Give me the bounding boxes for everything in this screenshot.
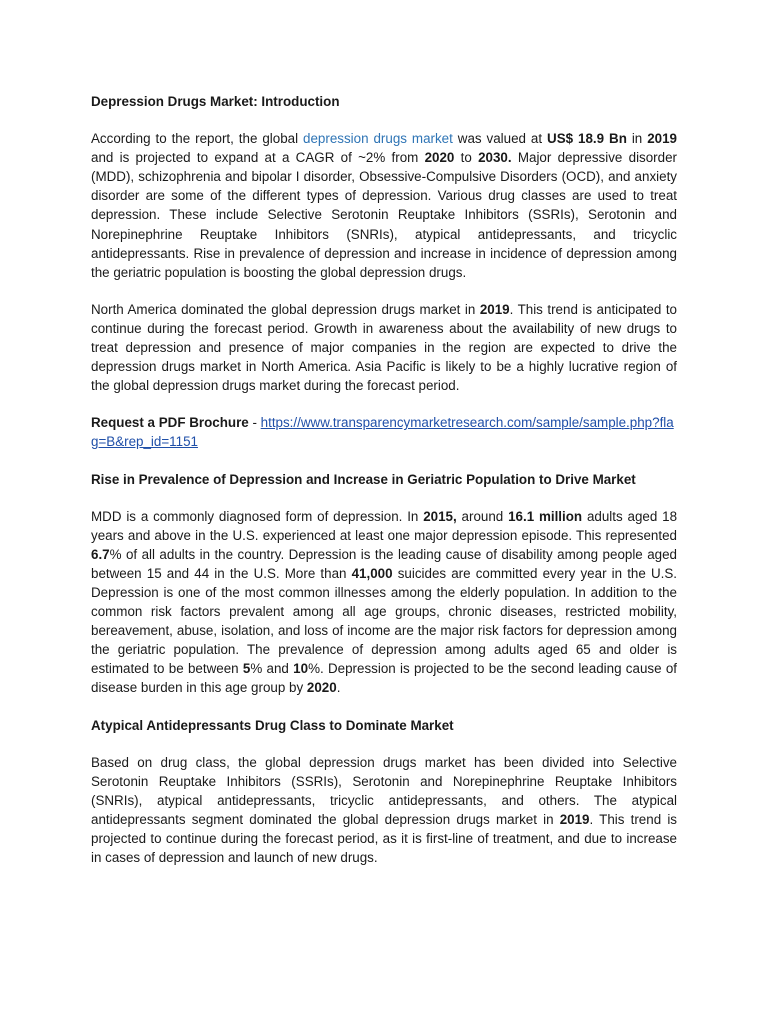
text-run: was valued at xyxy=(452,131,548,147)
bold-year: 2019 xyxy=(479,301,510,317)
text-run: to xyxy=(454,150,479,166)
text-run: around xyxy=(456,508,509,524)
text-run: %. Depression is projected to be the second leading cause of disease burden in this age group by xyxy=(91,661,677,696)
market-value: US$ 18.9 Bn xyxy=(547,131,627,147)
intro-paragraph-1 xyxy=(91,129,677,282)
bold-year: 2019 xyxy=(559,811,590,827)
brochure-label: Request a PDF Brochure xyxy=(91,415,249,431)
base-year: 2019 xyxy=(647,131,677,147)
text-run: in xyxy=(626,131,648,147)
bold-percent: 10 xyxy=(293,661,309,677)
text-run: Major depressive disorder (MDD), schizophrenia and bipolar I disorder, Obsessive-Compulsive Disorders (OCD), and anxiety disorder are some of the different types of depression. Various drug classes are used to treat depression. These include Selective Serotonin Reuptake Inhibitors (SSRIs), Serotonin and Norepinephrine Reuptake Inhibitors (SNRIs), atypical antidepressants, and tricyclic antidepressants. Rise in prevalence of depression and increase in incidence of depression among the geriatric population is boosting the global depression drugs. xyxy=(91,150,677,280)
text-run: suicides are committed every year in the U.S. Depression is one of the most common illnesses among the elderly population. In addition to the common risk factors prevalent among all age groups, chronic diseases, restricted mobility, bereavement, abuse, isolation, and loss of income are the major risk factors for depression among the geriatric population. The prevalence of depression among adults aged 65 and older is estimated to be between xyxy=(91,565,678,677)
separator: - xyxy=(248,415,261,431)
brochure-request xyxy=(91,413,677,451)
document-page xyxy=(91,92,677,867)
text-run: % and xyxy=(250,661,294,677)
bold-year: 2020 xyxy=(306,680,337,696)
section3-heading: Atypical Antidepressants Drug Class to Dominate Market xyxy=(91,717,454,733)
section2-heading: Rise in Prevalence of Depression and Increase in Geriatric Population to Drive Market xyxy=(91,471,636,487)
section2-paragraph xyxy=(91,507,677,698)
text-run: and is projected to expand at a CAGR of ~2% from xyxy=(91,150,425,166)
bold-year: 2015, xyxy=(423,508,457,524)
text-run: % of all adults in the country. Depression is the leading cause of disability among people aged between 15 and 44 in the U.S. More than xyxy=(91,546,677,581)
intro-heading: Depression Drugs Market: Introduction xyxy=(91,94,340,109)
text-run: . xyxy=(336,680,341,696)
depression-drugs-market-link[interactable]: depression drugs market xyxy=(303,131,453,147)
section3-paragraph xyxy=(91,753,677,868)
text-run: Based on drug class, the global depression drugs market has been divided into Selective Serotonin Reuptake Inhibitors (SSRIs), Serotonin and Norepinephrine Reuptake Inhibitors (SNRIs), atypical antidepressants, tricyclic antidepressants, and others. The atypical antidepressants segment dominated the global depression drugs market in xyxy=(91,754,677,827)
bold-percent: 6.7 xyxy=(91,546,110,562)
text-run: adults aged 18 years and above in the U.S. experienced at least one major depression episode. This represented xyxy=(91,508,678,543)
intro-paragraph-2 xyxy=(91,300,677,395)
forecast-end-year: 2030. xyxy=(478,150,512,166)
text-run: . This trend is projected to continue during the forecast period, as it is first-line of treatment, and due to increase in cases of depression and launch of new drugs. xyxy=(91,811,677,866)
text-run: North America dominated the global depression drugs market in xyxy=(91,301,480,317)
text-run: . This trend is anticipated to continue during the forecast period. Growth in awareness about the availability of new drugs to treat depression and presence of major companies in the region are expected to drive the depression drugs market in North America. Asia Pacific is likely to be a highly lucrative region of the global depression drugs market during the forecast period. xyxy=(91,301,677,394)
text-run: According to the report, the global xyxy=(91,131,304,147)
forecast-start-year: 2020 xyxy=(424,150,455,166)
brochure-url-link[interactable]: https://www.transparencymarketresearch.com/sample/sample.php?flag=B&rep_id=1151 xyxy=(91,415,674,450)
text-run: MDD is a commonly diagnosed form of depression. In xyxy=(91,508,424,524)
bold-count: 41,000 xyxy=(351,565,393,581)
bold-count: 16.1 million xyxy=(508,508,583,524)
bold-percent: 5 xyxy=(242,661,251,677)
